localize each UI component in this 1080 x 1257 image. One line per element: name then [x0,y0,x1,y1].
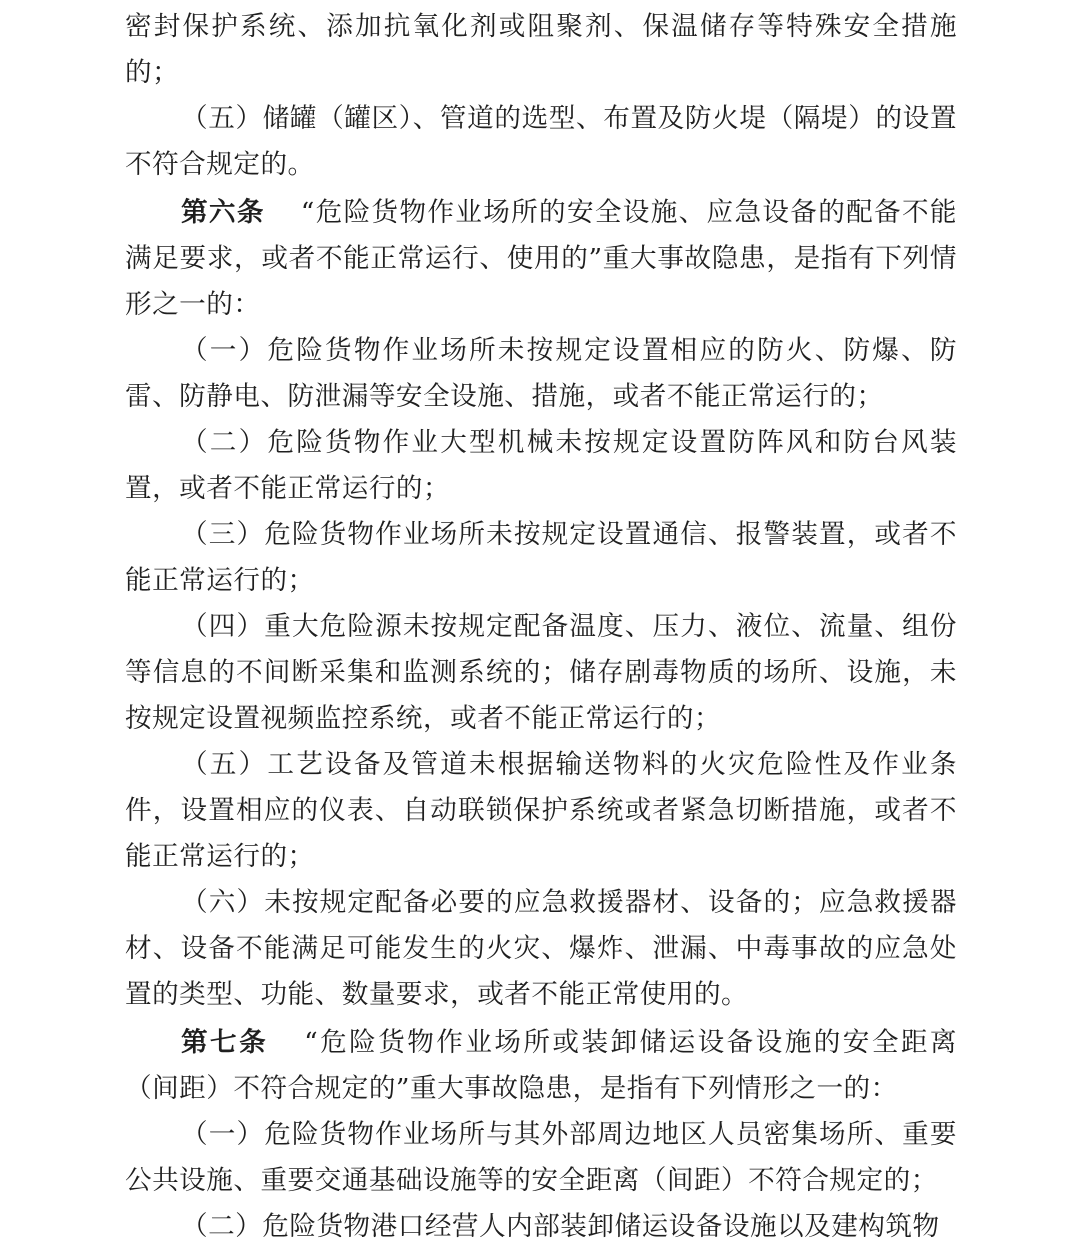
paragraph-item-7-2 [125,1204,957,1250]
paragraph-item-7-1 [125,1112,957,1204]
paragraph-text: （二）危险货物作业大型机械未按规定设置防阵风和防台风装置，或者不能正常运行的； [125,427,957,504]
paragraph-text: “危险货物作业场所的安全设施、应急设备的配备不能满足要求，或者不能正常运行、使用的”重大事故隐患，是指有下列情形之一的： [125,197,957,320]
document-page [125,0,957,1250]
article-7 [125,1020,957,1112]
paragraph-text: （六）未按规定配备必要的应急救援器材、设备的；应急救援器材、设备不能满足可能发生的火灾、爆炸、泄漏、中毒事故的应急处置的类型、功能、数量要求，或者不能正常使用的。 [125,887,957,1010]
article-label: 第七条 [181,1027,269,1058]
paragraph-item-6-4 [125,604,957,742]
paragraph-text: （四）重大危险源未按规定配备温度、压力、液位、流量、组份等信息的不间断采集和监测系统的；储存剧毒物质的场所、设施，未按规定设置视频监控系统，或者不能正常运行的； [125,611,957,734]
paragraph-item-5 [125,96,957,188]
paragraph-item-6-3 [125,512,957,604]
paragraph-continuation [125,4,957,96]
paragraph-item-6-5 [125,742,957,880]
paragraph-item-6-2 [125,420,957,512]
paragraph-text: （五）工艺设备及管道未根据输送物料的火灾危险性及作业条件，设置相应的仪表、自动联锁保护系统或者紧急切断措施，或者不能正常运行的； [125,749,957,872]
paragraph-text: （二）危险货物港口经营人内部装卸储运设备设施以及建构筑物 [181,1211,940,1242]
paragraph-item-6-6 [125,880,957,1018]
paragraph-text: （五）储罐（罐区）、管道的选型、布置及防火堤（隔堤）的设置不符合规定的。 [125,103,957,180]
paragraph-text: （三）危险货物作业场所未按规定设置通信、报警装置，或者不能正常运行的； [125,519,957,596]
paragraph-item-6-1 [125,328,957,420]
article-label: 第六条 [181,197,265,228]
paragraph-text: “危险货物作业场所或装卸储运设备设施的安全距离（间距）不符合规定的”重大事故隐患，是指有下列情形之一的： [125,1027,957,1104]
article-6 [125,190,957,328]
paragraph-text: （一）危险货物作业场所未按规定设置相应的防火、防爆、防雷、防静电、防泄漏等安全设施、措施，或者不能正常运行的； [125,335,957,412]
paragraph-text: （一）危险货物作业场所与其外部周边地区人员密集场所、重要公共设施、重要交通基础设施等的安全距离（间距）不符合规定的； [125,1119,957,1196]
paragraph-text: 密封保护系统、添加抗氧化剂或阻聚剂、保温储存等特殊安全措施的； [125,11,957,88]
